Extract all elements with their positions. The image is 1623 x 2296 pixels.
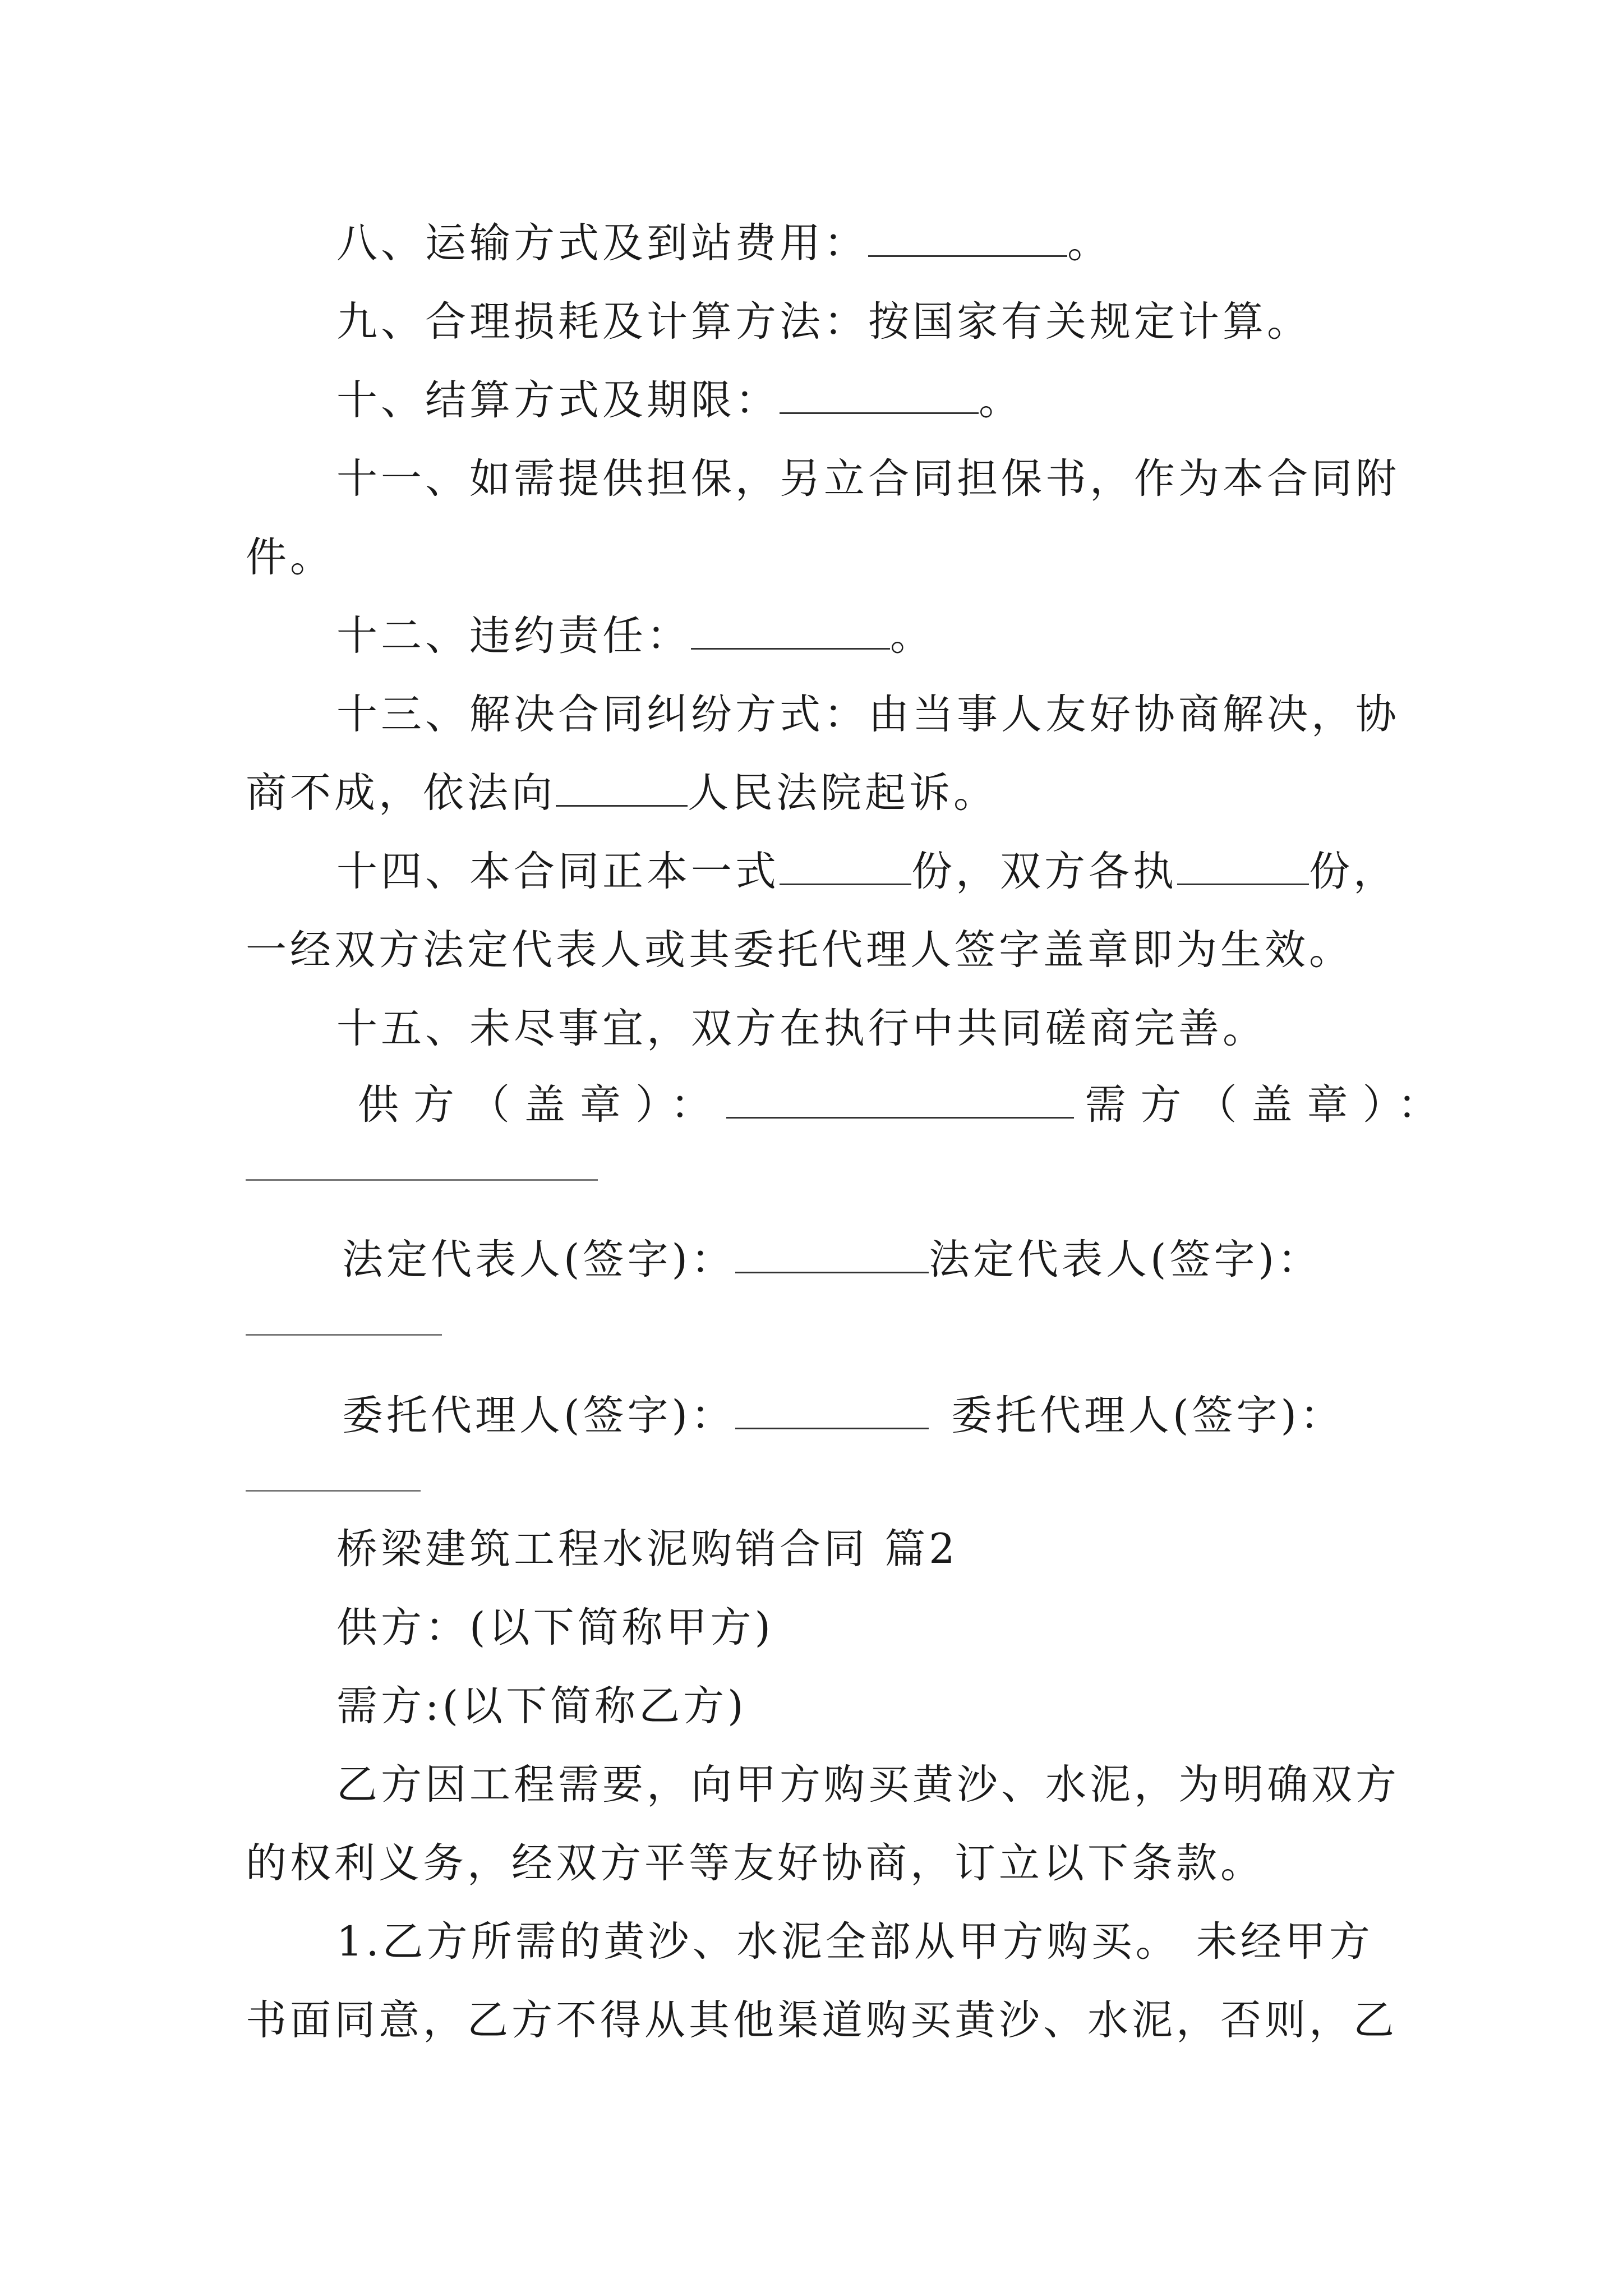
signature-blank-rule [246, 1490, 421, 1492]
supplier-line: 供方：(以下简称甲方) [336, 1604, 774, 1651]
blank-field [868, 218, 1067, 257]
blank-field [735, 1235, 929, 1273]
clause-14-line1: 十四、本合同正本一式 份，双方各执 份， [336, 848, 1398, 895]
clause-12: 十二、违约责任： 。 [336, 612, 934, 660]
clause-13-line1: 十三、解决合同纠纷方式：由当事人友好协商解决，协 [336, 691, 1400, 738]
legal-rep-line: 法定代表人(签字)： 法定代表人(签字)： [342, 1236, 1322, 1283]
blank-field [780, 375, 979, 414]
clause-10: 十、结算方式及期限： 。 [336, 376, 1023, 424]
intro-line2: 的权利义务，经双方平等友好协商，订立以下条款。 [246, 1839, 1265, 1887]
blank-field [691, 611, 890, 650]
item1-line1: 1.乙方所需的黄沙、水泥全部从甲方购买。 未经甲方 [336, 1918, 1373, 1966]
agent-line: 委托代理人(签字)： 委托代理人(签字)： [342, 1392, 1344, 1439]
signature-blank-rule [246, 1334, 442, 1336]
clause-15: 十五、未尽事宜，双方在执行中共同磋商完善。 [336, 1005, 1267, 1052]
clause-11-line1: 十一、如需提供担保，另立合同担保书，作为本合同附 [336, 455, 1400, 503]
blank-field [735, 1391, 929, 1429]
item1-line2: 书面同意，乙方不得从其他渠道购买黄沙、水泥，否则，乙 [246, 1996, 1398, 2044]
clause-9: 九、合理损耗及计算方法：按国家有关规定计算。 [336, 298, 1311, 346]
intro-line1: 乙方因工程需要，向甲方购买黄沙、水泥，为明确双方 [336, 1761, 1400, 1809]
clause-11-line2: 件。 [246, 533, 334, 581]
clause-13-line2: 商不成，依法向 人民法院起诉。 [246, 769, 998, 817]
clause-8: 八、运输方式及到站费用： 。 [336, 219, 1112, 267]
buyer-line: 需方:(以下简称乙方) [336, 1682, 747, 1730]
blank-field [726, 1080, 1074, 1119]
signature-blank-rule [246, 1179, 598, 1181]
clause-14-line2: 一经双方法定代表人或其委托代理人签字盖章即为生效。 [246, 926, 1353, 974]
blank-field [1177, 846, 1309, 885]
blank-field [556, 768, 688, 807]
supplier-seal-line: 供方（盖章）： 需方（盖章）： [358, 1081, 1453, 1129]
blank-field [780, 846, 911, 885]
section-title: 桥梁建筑工程水泥购销合同 篇2 [336, 1525, 958, 1573]
